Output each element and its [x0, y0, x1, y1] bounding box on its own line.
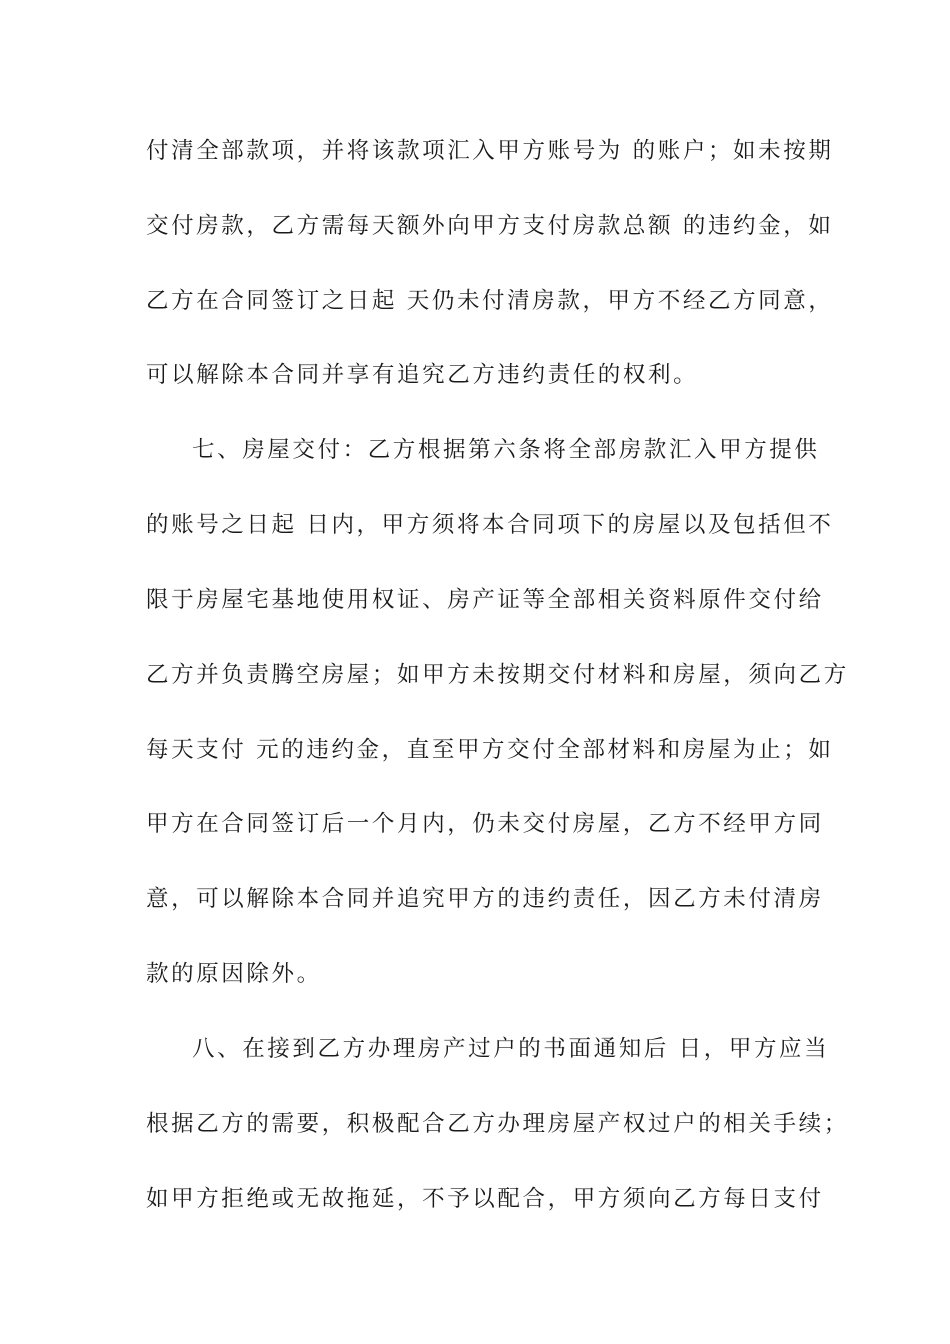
- text-line: 可以解除本合同并享有追究乙方违约责任的权利。: [146, 362, 699, 388]
- text-line: 如甲方拒绝或无故拖延，不予以配合，甲方须向乙方每日支付: [146, 1186, 824, 1212]
- paragraph-eight-heading: 八、在接到乙方办理房产过户的书面通知后 日，甲方应当: [192, 1036, 830, 1062]
- text-line: 付清全部款项，并将该款项汇入甲方账号为 的账户；如未按期: [146, 138, 834, 164]
- text-line: 限于房屋宅基地使用权证、房产证等全部相关资料原件交付给: [146, 587, 824, 613]
- paragraph-seven-heading: 七、房屋交付：乙方根据第六条将全部房款汇入甲方提供: [192, 437, 820, 463]
- text-line: 乙方并负责腾空房屋；如甲方未按期交付材料和房屋，须向乙方: [146, 662, 849, 688]
- text-line: 甲方在合同签订后一个月内，仍未交付房屋，乙方不经甲方同: [146, 811, 824, 837]
- text-line: 意，可以解除本合同并追究甲方的违约责任，因乙方未付清房: [146, 886, 824, 912]
- text-line: 根据乙方的需要，积极配合乙方办理房屋产权过户的相关手续；: [146, 1111, 849, 1137]
- text-line: 每天支付 元的违约金，直至甲方交付全部材料和房屋为止；如: [146, 737, 834, 763]
- text-line: 的账号之日起 日内，甲方须将本合同项下的房屋以及包括但不: [146, 512, 834, 538]
- text-line: 乙方在合同签订之日起 天仍未付清房款，甲方不经乙方同意，: [146, 288, 834, 314]
- text-line: 交付房款，乙方需每天额外向甲方支付房款总额 的违约金，如: [146, 213, 834, 239]
- text-line: 款的原因除外。: [146, 961, 322, 987]
